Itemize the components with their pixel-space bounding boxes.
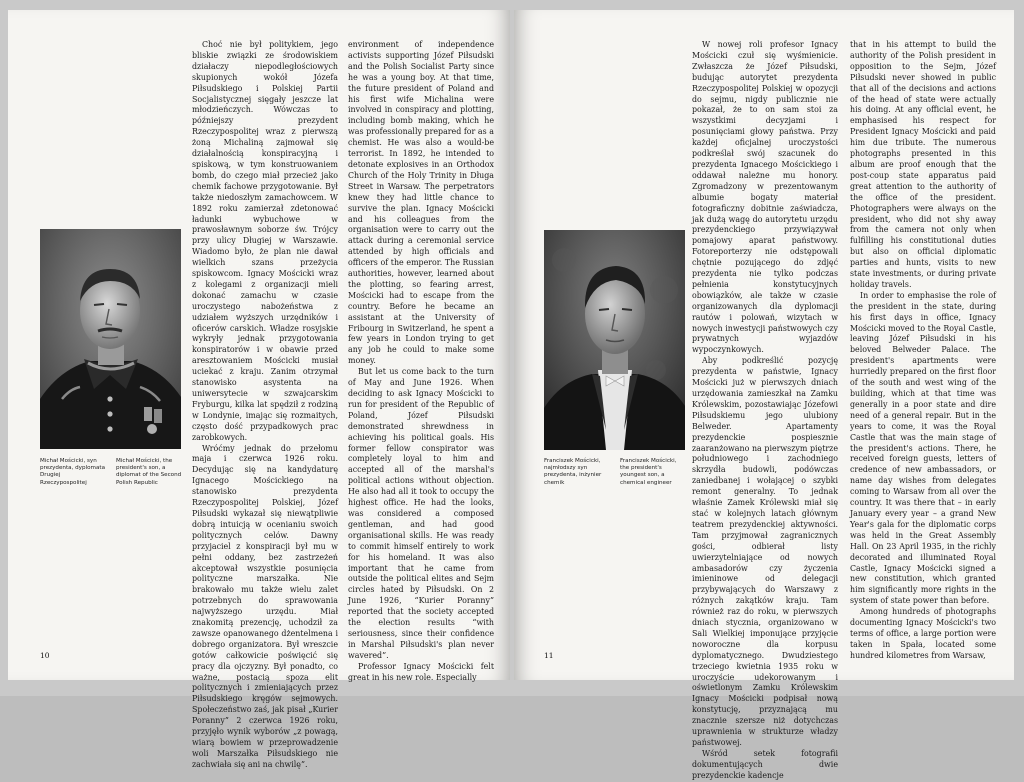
portrait-image [544, 230, 685, 450]
paragraph: W nowej roli profesor Ignacy Mościcki czuł się wyśmienicie. Zwłaszcza że Józef Piłsudski, budując autorytet prezydenta Rzeczypospolitej Polskiej w opozycji do sejmu, nigdy publicznie nie pokazał, że to on sam stoi za wszystkimi decyzjami i posunięciami głowy państwa. Przy każdej oficjalnej uroczystości podkreślał swój szacunek do prezydenta Ignacego Mościckiego i oddawał należne mu honory. Zgromadzony w prezentowanym albumie bogaty materiał fotograficzny dobitnie zaświadcza, jak dużą wagę do autorytetu urzędu prezydenckiego przywiązywał pomajowy aparat państwowy. Fotoreporterzy nie odstępowali chętnie pozującego do zdjęć prezydenta nie tylko podczas pełnienia konstytucyjnych obowiązków, ale także w czasie organizowanych dla dyplomacji rautów i polowań, wizytach w nowych inwestycji państwowych czy prywatnych wyjazdów wypoczynkowych. [692, 40, 838, 355]
photo-franciszek-moscicki [544, 230, 685, 450]
caption-pl-left: Michał Mościcki, syn prezydenta, dyplomata Drugiej Rzeczypospolitej [40, 458, 106, 486]
left-page [8, 10, 510, 769]
paragraph: Wróćmy jednak do przełomu maja i czerwca 1926 roku. Decydując się na kandydaturę Ignacego Mościckiego na stanowisko prezydenta Rzeczypospolitej Polskiej, Józef Piłsudski wykazał się niewątpliwie dobrą intuicją w ocenianiu swoich politycznych celów. Dawny przyjaciel z konspiracji był mu w pełni oddany, bez zastrzeżeń akceptował wszystkie posunięcia polityczne marszałka. Nie brakowało mu także wielu zalet potrzebnych do sprawowania najwyższego urzędu. Miał znakomitą prezencję, uchodził za zawsze opanowanego dżentelmena i dobrego organizatora. Był wreszcie gotów całkowicie poświęcić się pracy dla ojczyzny. Był ponadto, co ważne, postacią spoza elit politycznych i zmieniających przez Piłsudskiego kręgów sejmowych. Społeczeństwo zaś, jak pisał „Kurier Poranny” 2 czerwca 1926 roku, przyjęło wynik wyborów „z powagą, wiarą bowiem w przeprowadzenie woli Marszałka Piłsudskiego nie zachwiała się ani na chwilę”. [192, 443, 338, 769]
text-column-polish-left [192, 40, 338, 771]
paragraph: Among hundreds of photographs documenting Ignacy Mościcki's two terms of office, a large portion were taken in Spała, located some hundred kilometres from Warsaw, [850, 607, 996, 660]
portrait-image [40, 229, 181, 449]
page-number: 11 [544, 651, 554, 660]
text-column-english-left [348, 40, 494, 683]
paragraph: that in his attempt to build the authority of the Polish president in opposition to the Sejm, Józef Piłsudski never showed in public that all of the decisions and actions of the head of state were actually his doing. At any official event, he emphasised his respect for President Ignacy Mościcki and paid him due tribute. The numerous photographs presented in this album are proof enough that the post-coup state apparatus paid great attention to the authority of the office of the president. Photographers were always on the president, who did not shy away from the camera not only when fulfilling his constitutional duties but also on official diplomatic parties and hunts, visits to new state investments, or during private holiday travels. [850, 40, 996, 289]
paragraph: Aby podkreślić pozycję prezydenta w państwie, Ignacy Mościcki już w pierwszych dniach urzędowania zamieszkał na Zamku Królewskim, pozostawiając Józefowi Piłsudskiemu jego ulubiony Belweder. Apartamenty prezydenckie pospiesznie zaaranżowano na pierwszym piętrze południowego i zachodniego skrzydła budowli, podówczas zaniedbanej i wołającej o szybki remont generalny. To jednak właśnie Zamek Królewski miał się stać w kolejnych latach głównym teatrem prezydenckiej aktywności. Tam przyjmował zagranicznych gości, odbierał listy uwierzytelniające od nowych ambasadorów czy życzenia imieninowe od delegacji przybywających do Warszawy z różnych zakątków kraju. Tam również raz do roku, w pierwszych dniach stycznia, organizowano w Sali Wielkiej imponujące przyjęcie noworoczne dla korpusu dyplomatycznego. Dwudziestego trzeciego kwietnia 1935 roku w uroczyście udekorowanym i oświetlonym Zamku Królewskim Ignacy Mościcki podpisał nową konstytucję, przyznającą mu znacznie szersze niż dotychczas uprawnienia w strukturze władzy państwowej. [692, 356, 838, 747]
paragraph: Professor Ignacy Mościcki felt great in his new role. Especially [348, 661, 494, 682]
text-column-english-right [850, 40, 996, 662]
paragraph: In order to emphasise the role of the president in the state, during his first days in office, Ignacy Mościcki moved to the Royal Castle, leaving Józef Piłsudski in his beloved Belweder Palace. The president's apartments were hurriedly prepared on the first floor of the south and west wing of the building, which at that time was generally in a poor state and dire need of a general repair. But in the years to come, it was the Royal Castle that was the main stage of the president's actions. There, he received foreign guests, letters of credence of new ambassadors, or name day wishes from delegates coming to Warsaw from all over the country. It was there that – in early January every year – a grand New Year's gala for the diplomatic corps was held in the Great Assembly Hall. On 23 April 1935, in the richly decorated and illuminated Royal Castle, Ignacy Mościcki signed a new constitution, which granted him significantly more rights in the system of state power than before. [850, 290, 996, 606]
right-page [514, 10, 1014, 780]
photo-michal-moscicki [40, 229, 181, 449]
caption-pl-right: Franciszek Mościcki, najmłodszy syn prezydenta, inżynier chemik [544, 458, 602, 486]
paragraph: environment of independence activists supporting Józef Piłsudski and the Polish Socialist Party since he was a young boy. At that time, the future president of Poland and his first wife Michalina were involved in conspiracy and plotting, including bomb making, which he was professionally prepared for as a chemist. He was also a would-be terrorist. In 1892, he intended to detonate explosives in an Orthodox Church of the Holy Trinity in Długa Street in Warsaw. The perpetrators knew they had little chance to survive the plan. Ignacy Mościcki and his colleagues from the organisation were to carry out the attack during a ceremonial service attended by high officials and officers of the emperor. The Russian authorities, however, learned about the plotting, so fearing arrest, Mościcki had to escape from the country. Before he became an assistant at the University of Fribourg in Switzerland, he spent a few years in London trying to get any job he could to make some money. [348, 40, 494, 366]
paragraph: Choć nie był politykiem, jego bliskie związki ze środowiskiem działaczy niepodległościowych skupionych wokół Józefa Piłsudskiego i Polskiej Partii Socjalistycznej sięgały jeszcze lat młodzieńczych. Wówczas to późniejszy prezydent Rzeczypospolitej wraz z pierwszą żoną Michaliną zajmował się działalnością konspiracyjną i spiskową, w tym konstruowaniem bomb, do czego miał przecież jako chemik fachowe przygotowanie. Był także niedoszłym zamachowcem. W 1892 roku zamierzał zdetonować ładunki wybuchowe w prawosławnym soborze św. Trójcy przy ulicy Długiej w Warszawie. Wiadomo było, że plan nie dawał wielkich szans przeżycia spiskowcom. Ignacy Mościcki wraz z kolegami z organizacji mieli dokonać zamachu w czasie uroczystego nabożeństwa z udziałem wyższych urzędników i oficerów carskich. Władze rosyjskie wykryły jednak przygotowania konspiratorów i w obawie przed aresztowaniem Mościcki musiał uciekać z kraju. Zanim otrzymał stanowisko asystenta na uniwersytecie w szwajcarskim Fryburgu, kilka lat spędził z rodziną w Londynie, imając się rozmaitych, często dość przypadkowych prac zarobkowych. [192, 40, 338, 442]
text-column-polish-right [692, 40, 838, 782]
caption-en-left: Michał Mościcki, the president's son, a diplomat of the Second Polish Republic [116, 458, 182, 486]
paragraph: But let us come back to the turn of May and June 1926. When deciding to ask Ignacy Mościcki to run for president of the Republic of Poland, Józef Piłsudski demonstrated shrewdness in achieving his political goals. His former fellow conspirator was completely loyal to him and accepted all of the marshal's political actions without objection. He also had all it took to occupy the highest office. He had the looks, was considered a composed gentleman, and had good organisational skills. He was ready to commit himself entirely to work for his homeland. It was also important that he came from outside the political elites and Sejm circles hated by Piłsudski. On 2 June 1926, “Kurier Poranny” reported that the society accepted the election results “with seriousness, since their confidence in Marshal Piłsudski's plan never wavered”. [348, 367, 494, 660]
page-number: 10 [40, 651, 50, 660]
paragraph: Wśród setek fotografii dokumentujących dwie prezydenckie kadencje [692, 748, 838, 780]
caption-en-right: Franciszek Mościcki, the president's youngest son, a chemical engineer [620, 458, 677, 486]
